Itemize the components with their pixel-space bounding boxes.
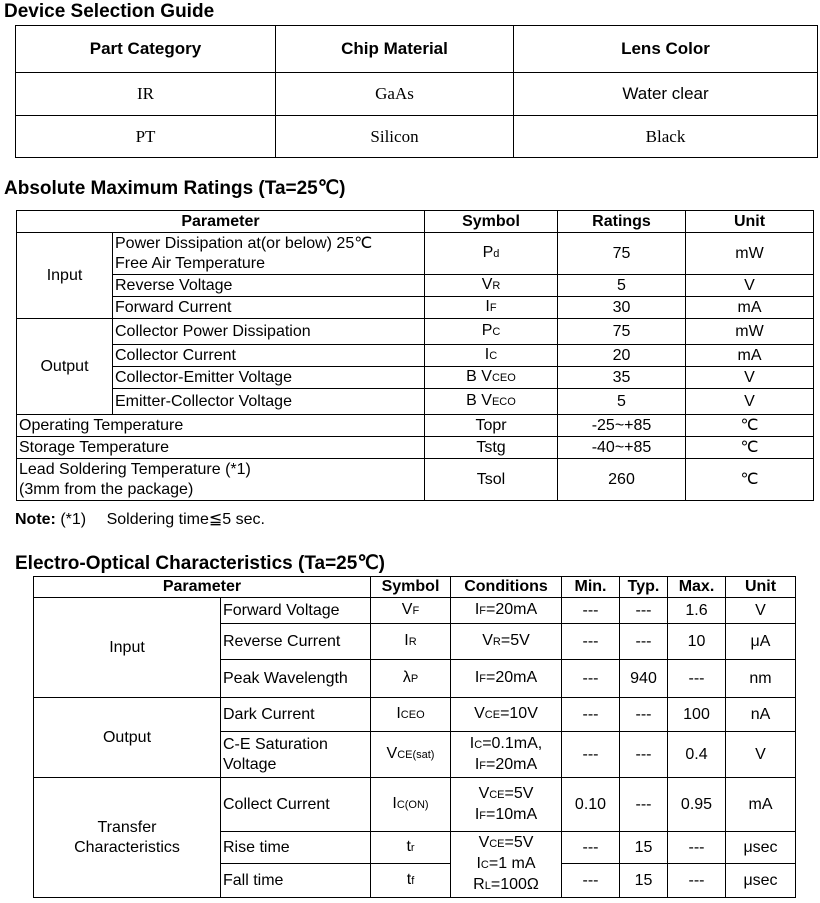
symbol-cell: λP [371,660,451,698]
typ-cell: --- [620,778,668,832]
symbol-cell: PC [425,319,558,345]
unit-cell: mA [726,778,796,832]
cell-part-category: IR [16,73,276,116]
max-cell: 1.6 [668,598,726,624]
note-label: Note: [15,511,56,528]
max-cell: --- [668,660,726,698]
param-cell: Storage Temperature [17,437,425,459]
rating-cell: 75 [558,233,686,275]
cell-chip-material: Silicon [276,116,514,158]
symbol-cell: B VECO [425,389,558,415]
typ-cell: --- [620,698,668,732]
condition-cell: VCE=5V IC=1 mA RL=100Ω [451,832,562,898]
rating-cell: 20 [558,345,686,367]
min-cell: --- [562,598,620,624]
max-cell: 100 [668,698,726,732]
param-cell: Forward Voltage [221,598,371,624]
param-cell: Emitter-Collector Voltage [113,389,425,415]
rating-cell: -25~+85 [558,415,686,437]
param-cell: Collector Current [113,345,425,367]
rating-cell: 35 [558,367,686,389]
condition-cell: VR=5V [451,624,562,660]
unit-cell: μsec [726,864,796,898]
param-cell: C-E Saturation Voltage [221,732,371,778]
param-cell: Fall time [221,864,371,898]
symbol-cell: Tsol [425,459,558,501]
unit-cell: nm [726,660,796,698]
param-cell: Rise time [221,832,371,864]
unit-cell: V [726,732,796,778]
max-cell: 0.95 [668,778,726,832]
min-cell: --- [562,732,620,778]
unit-cell: V [686,275,814,297]
symbol-cell: B VCEO [425,367,558,389]
symbol-cell: ICEO [371,698,451,732]
param-cell: Collector-Emitter Voltage [113,367,425,389]
unit-cell: ℃ [686,459,814,501]
table-row [34,598,796,624]
header-ratings: Ratings [558,211,686,233]
condition-cell: IF=20mA [451,598,562,624]
condition-cell: VCE=5V IF=10mA [451,778,562,832]
symbol-cell: Topr [425,415,558,437]
unit-cell: nA [726,698,796,732]
max-cell: --- [668,832,726,864]
unit-cell: V [686,389,814,415]
rating-cell: 5 [558,275,686,297]
selection-guide-table [15,25,818,158]
rating-cell: 5 [558,389,686,415]
group-input: Input [17,233,113,319]
group-input: Input [34,598,221,698]
table-row [17,233,814,275]
condition-cell: VCE=10V [451,698,562,732]
min-cell: --- [562,832,620,864]
param-cell: Power Dissipation at(or below) 25℃ Free Air Temperature [113,233,425,275]
eo-title: Electro-Optical Characteristics (Ta=25℃) [15,553,385,574]
group-output: Output [34,698,221,778]
typ-cell: --- [620,624,668,660]
symbol-cell: tr [371,832,451,864]
table-row [17,297,814,319]
param-cell: Forward Current [113,297,425,319]
symbol-cell: Pd [425,233,558,275]
symbol-cell: IR [371,624,451,660]
symbol-cell: IC [425,345,558,367]
min-cell: --- [562,698,620,732]
header-part-category: Part Category [16,26,276,73]
condition-cell: IC=0.1mA, IF=20mA [451,732,562,778]
unit-cell: ℃ [686,415,814,437]
symbol-cell: VCE(sat) [371,732,451,778]
header-min: Min. [562,577,620,598]
header-parameter: Parameter [34,577,371,598]
cell-chip-material: GaAs [276,73,514,116]
symbol-cell: VR [425,275,558,297]
unit-cell: mA [686,297,814,319]
typ-cell: 940 [620,660,668,698]
table-row [17,389,814,415]
typ-cell: 15 [620,864,668,898]
max-cell: 10 [668,624,726,660]
table-row [17,459,814,501]
symbol-cell: tf [371,864,451,898]
typ-cell: --- [620,598,668,624]
header-unit: Unit [726,577,796,598]
param-cell: Dark Current [221,698,371,732]
param-cell: Collector Power Dissipation [113,319,425,345]
typ-cell: 15 [620,832,668,864]
unit-cell: mW [686,319,814,345]
symbol-cell: IF [425,297,558,319]
unit-cell: V [686,367,814,389]
min-cell: --- [562,660,620,698]
rating-cell: -40~+85 [558,437,686,459]
eo-table [33,576,796,898]
unit-cell: μsec [726,832,796,864]
header-typ: Typ. [620,577,668,598]
param-cell: Collect Current [221,778,371,832]
unit-cell: V [726,598,796,624]
param-cell: Reverse Current [221,624,371,660]
table-row [17,437,814,459]
typ-cell: --- [620,732,668,778]
rating-cell: 75 [558,319,686,345]
table-row [16,116,818,158]
unit-cell: ℃ [686,437,814,459]
max-cell: 0.4 [668,732,726,778]
selection-guide-title: Device Selection Guide [4,1,215,22]
header-symbol: Symbol [371,577,451,598]
table-row [17,367,814,389]
rating-cell: 30 [558,297,686,319]
param-cell: Operating Temperature [17,415,425,437]
rating-cell: 260 [558,459,686,501]
unit-cell: mA [686,345,814,367]
param-cell: Reverse Voltage [113,275,425,297]
header-lens-color: Lens Color [514,26,818,73]
abs-max-note [15,509,265,529]
table-row [34,778,796,832]
header-symbol: Symbol [425,211,558,233]
note-text: Soldering time≦5 sec. [106,511,265,528]
max-cell: --- [668,864,726,898]
cell-part-category: PT [16,116,276,158]
group-transfer: Transfer Characteristics [34,778,221,898]
header-max: Max. [668,577,726,598]
condition-cell: IF=20mA [451,660,562,698]
unit-cell: μA [726,624,796,660]
table-row [17,275,814,297]
header-conditions: Conditions [451,577,562,598]
min-cell: --- [562,864,620,898]
param-cell: Peak Wavelength [221,660,371,698]
group-output: Output [17,319,113,415]
param-cell: Lead Soldering Temperature (*1) (3mm from the package) [17,459,425,501]
symbol-cell: VF [371,598,451,624]
cell-lens-color: Black [514,116,818,158]
min-cell: --- [562,624,620,660]
abs-max-title: Absolute Maximum Ratings (Ta=25℃) [4,178,346,199]
table-row [16,73,818,116]
header-unit: Unit [686,211,814,233]
header-chip-material: Chip Material [276,26,514,73]
symbol-cell: Tstg [425,437,558,459]
table-row [17,345,814,367]
header-parameter: Parameter [17,211,425,233]
cell-lens-color: Water clear [514,73,818,116]
table-row [34,698,796,732]
unit-cell: mW [686,233,814,275]
symbol-cell: IC(ON) [371,778,451,832]
note-ref: (*1) [60,511,87,528]
min-cell: 0.10 [562,778,620,832]
abs-max-table [16,210,814,501]
table-row [17,319,814,345]
table-row [17,415,814,437]
